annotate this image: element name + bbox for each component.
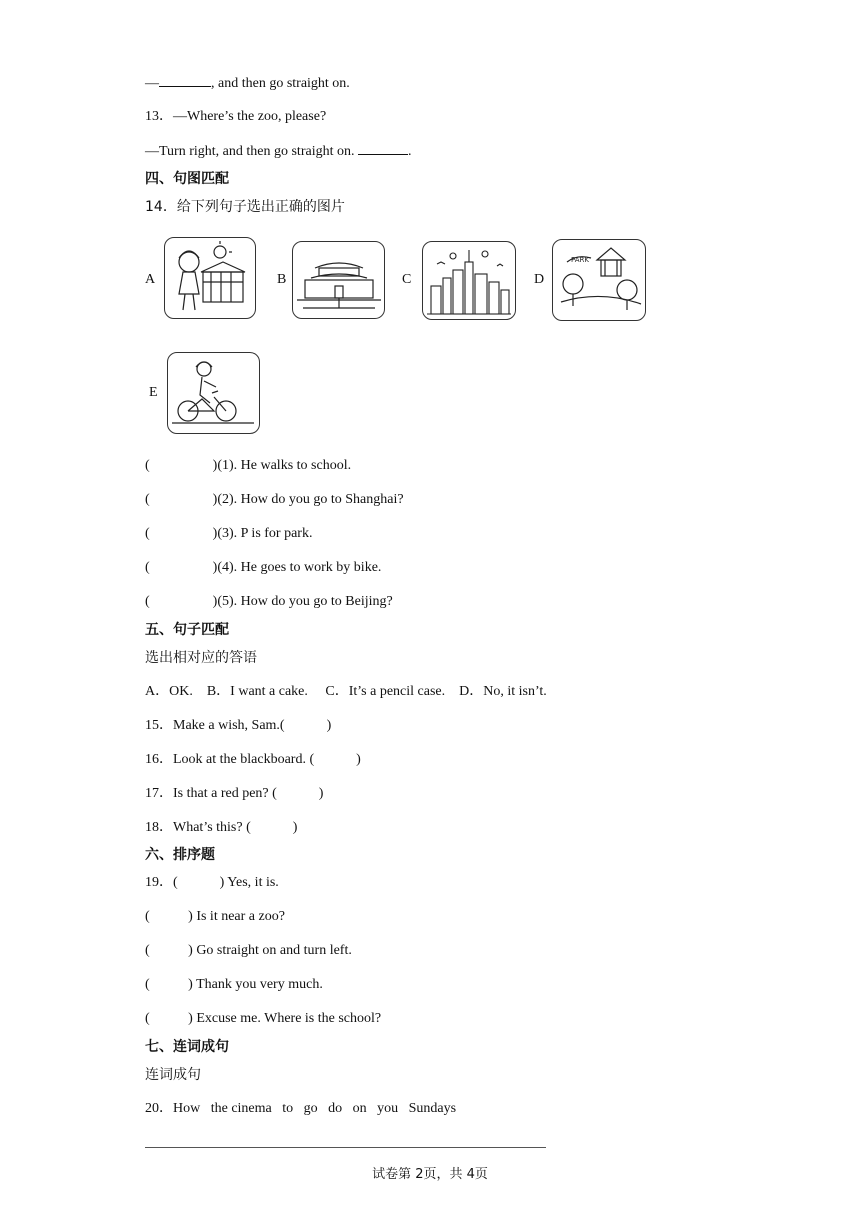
section-7-instruction: 连词成句	[145, 1067, 201, 1083]
list-item: ( ) Go straight on and turn left.	[145, 943, 352, 958]
picture-label-d: D	[534, 272, 545, 287]
q13-answer-line: —Turn right, and then go straight on. .	[145, 144, 412, 159]
svg-text:PARK: PARK	[571, 256, 590, 264]
park-pavilion-icon[interactable]	[552, 239, 646, 321]
section-6-title: 六、排序题	[145, 847, 215, 863]
list-item: ( )(4). He goes to work by bike.	[145, 560, 382, 575]
list-item: 16．Look at the blackboard. ( )	[145, 752, 361, 767]
picture-label-b: B	[277, 272, 287, 287]
picture-label-e: E	[149, 385, 158, 400]
section-5-title: 五、句子匹配	[145, 622, 229, 638]
child-on-bike-icon[interactable]	[167, 352, 260, 434]
list-item: 15．Make a wish, Sam.( )	[145, 718, 332, 733]
section-7-title: 七、连词成句	[145, 1039, 229, 1055]
picture-label-a: A	[145, 272, 156, 287]
answer-blank[interactable]	[358, 142, 408, 155]
list-item: ( )(1). He walks to school.	[145, 458, 352, 473]
list-item: 17．Is that a red pen? ( )	[145, 786, 324, 801]
list-item: ( ) Is it near a zoo?	[145, 909, 285, 924]
section-4-instruction: 14．给下列句子选出正确的图片	[145, 199, 345, 215]
list-item: 18．What’s this? ( )	[145, 820, 298, 835]
q20-words: 20．How the cinema to go do on you Sundays	[145, 1101, 457, 1116]
section-5-instruction: 选出相对应的答语	[145, 650, 257, 666]
page-footer: 试卷第 2页，共 4页	[372, 1167, 488, 1182]
section-4-title: 四、句图匹配	[145, 171, 229, 187]
answer-blank[interactable]	[159, 74, 211, 87]
tiananmen-icon[interactable]	[292, 241, 385, 319]
q13-question: 13．—Where’s the zoo, please?	[145, 109, 327, 124]
list-item: 19．( ) Yes, it is.	[145, 875, 279, 890]
list-item: ( ) Thank you very much.	[145, 977, 323, 992]
picture-label-c: C	[402, 272, 412, 287]
list-item: ( )(5). How do you go to Beijing?	[145, 594, 393, 609]
list-item: ( ) Excuse me. Where is the school?	[145, 1011, 382, 1026]
list-item: ( )(3). P is for park.	[145, 526, 313, 541]
q12-answer-line: — , and then go straight on.	[145, 76, 350, 91]
list-item: ( )(2). How do you go to Shanghai?	[145, 492, 404, 507]
school-boy-icon[interactable]	[164, 237, 256, 319]
answer-options: A．OK. B．I want a cake. C．It’s a pencil case. D．No, it isn’t.	[145, 684, 547, 699]
city-skyline-icon[interactable]	[422, 241, 516, 320]
answer-line[interactable]	[145, 1147, 546, 1148]
